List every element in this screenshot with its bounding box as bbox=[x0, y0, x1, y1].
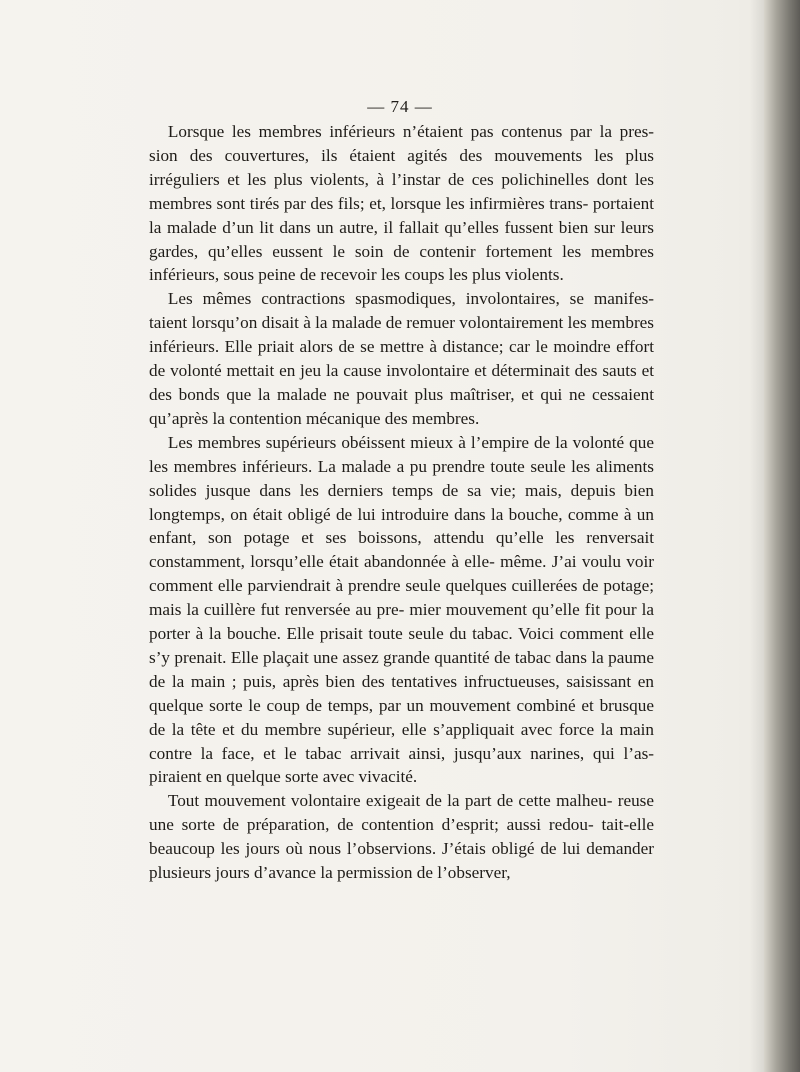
paragraph-1: Lorsque les membres inférieurs n’étaient pas contenus par la pres- sion des couvertures, ils étaient agités des mouvements les plus irréguliers et les plus violents, à l’instar de ces polichinelles dont les membres sont tirés par des fils; et, lorsque les infirmières trans- portaient la malade d’un lit dans un autre, il fallait qu’elles fussent bien sur leurs gardes, qu’elles eussent le soin de contenir fortement les membres inférieurs, sous peine de recevoir les coups les plus violents. bbox=[149, 122, 654, 285]
body-text bbox=[149, 120, 654, 885]
page-number: — 74 — bbox=[367, 97, 433, 116]
page-edge-shadow bbox=[750, 0, 764, 1072]
book-edge-strip bbox=[764, 0, 800, 1072]
paragraph-4: Tout mouvement volontaire exigeait de la part de cette malheu- reuse une sorte de préparation, de contention d’esprit; aussi redou- tait-elle beaucoup les jours où nous l’observions. J’étais obligé de lui demander plusieurs jours d’avance la permission de l’observer, bbox=[149, 791, 654, 883]
paragraph-3: Les membres supérieurs obéissent mieux à l’empire de la volonté que les membres inférieurs. La malade a pu prendre toute seule les aliments solides jusque dans les derniers temps de sa vie; mais, depuis bien longtemps, on était obligé de lui introduire dans la bouche, comme à un enfant, son potage et ses boissons, attendu qu’elle les renversait constamment, lorsqu’elle était abandonnée à elle- même. J’ai voulu voir comment elle parviendrait à prendre seule quelques cuillerées de potage; mais la cuillère fut renversée au pre- mier mouvement qu’elle fit pour la porter à la bouche. Elle prisait toute seule du tabac. Voici comment elle s’y prenait. Elle plaçait une assez grande quantité de tabac dans la paume de la main ; puis, après bien des tentatives infructueuses, saisissant en quelque sorte le coup de temps, par un mouvement combiné et brusque de la tête et du membre supérieur, elle s’appliquait avec force la main contre la face, et le tabac arrivait ainsi, jusqu’aux narines, qui l’as- piraient en quelque sorte avec vivacité. bbox=[149, 432, 654, 787]
paragraph-2: Les mêmes contractions spasmodiques, involontaires, se manifes- taient lorsqu’on disait à la malade de remuer volontairement les membres inférieurs. Elle priait alors de se mettre à distance; car le moindre effort de volonté mettait en jeu la cause involontaire et déterminait des sauts et des bonds que la malade ne pouvait plus maîtriser, et qui ne cessaient qu’après la contention mécanique des membres. bbox=[149, 289, 654, 428]
